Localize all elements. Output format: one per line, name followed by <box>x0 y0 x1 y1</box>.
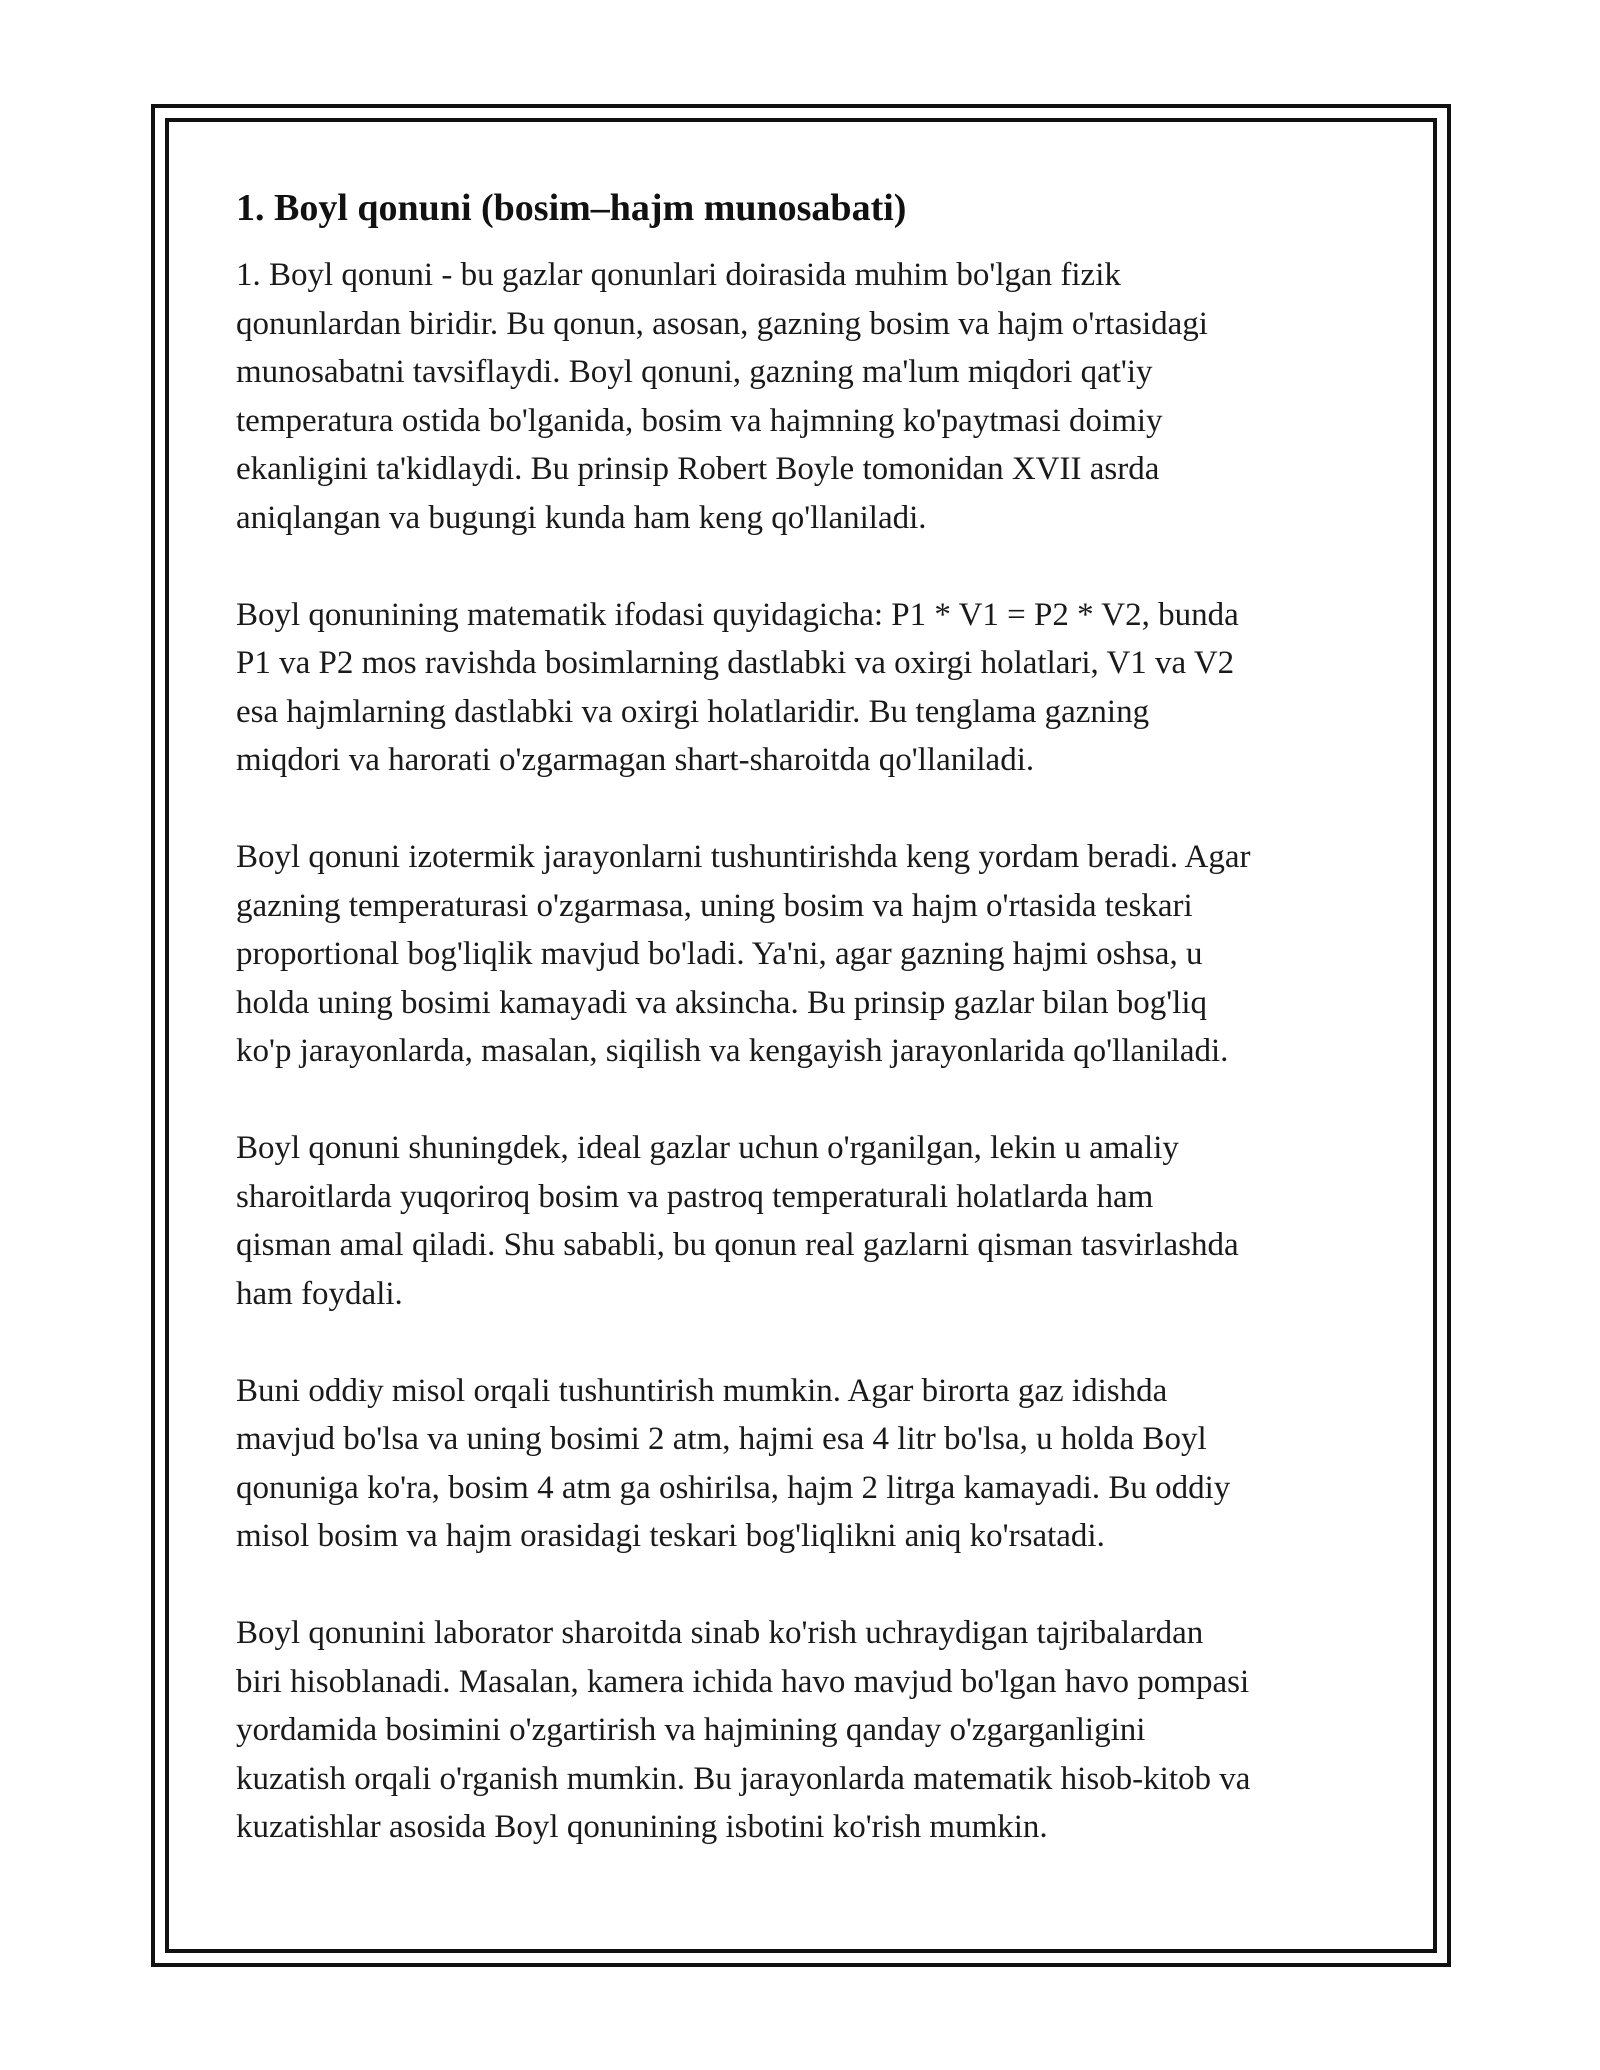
paragraph <box>236 1124 1376 1318</box>
text-line: qonunlardan biridir. Bu qonun, asosan, gazning bosim va hajm o'rtasidagi <box>236 305 1208 342</box>
text-line: Boyl qonunini laborator sharoitda sinab ko'rish uchraydigan tajribalardan <box>236 1615 1204 1651</box>
text-line: biri hisoblanadi. Masalan, kamera ichida havo mavjud bo'lgan havo pompasi <box>236 1663 1250 1700</box>
text-line: gazning temperaturasi o'zgarmasa, uning bosim va hajm o'rtasida teskari <box>236 887 1193 924</box>
text-line: 1. Boyl qonuni - bu gazlar qonunlari doirasida muhim bo'lgan fizik <box>236 257 1121 293</box>
text-line: ko'p jarayonlarda, masalan, siqilish va kengayish jarayonlarida qo'llaniladi. <box>236 1033 1229 1069</box>
paragraph <box>236 591 1376 785</box>
paragraph <box>236 1367 1376 1561</box>
text-line: P1 va P2 mos ravishda bosimlarning dastlabki va oxirgi holatlari, V1 va V2 <box>236 645 1235 681</box>
page-border-outer <box>151 104 1451 1967</box>
text-line: temperatura ostida bo'lganida, bosim va hajmning ko'paytmasi doimiy <box>236 402 1163 439</box>
text-line: qisman amal qiladi. Shu sababli, bu qonun real gazlarni qisman tasvirlashda <box>236 1227 1239 1263</box>
text-line: sharoitlarda yuqoriroq bosim va pastroq temperaturali holatlarda ham <box>236 1178 1154 1215</box>
paragraphs-container <box>236 251 1376 1852</box>
section-heading: 1. Boyl qonuni (bosim–hajm munosabati) <box>236 187 907 229</box>
text-line: Boyl qonuni shuningdek, ideal gazlar uchun o'rganilgan, lekin u amaliy <box>236 1130 1179 1166</box>
text-line: munosabatni tavsiflaydi. Boyl qonuni, gazning ma'lum miqdori qat'iy <box>236 354 1153 390</box>
text-line: Boyl qonuni izotermik jarayonlarni tushuntirishda keng yordam beradi. Agar <box>236 839 1251 875</box>
text-line: ham foydali. <box>236 1275 403 1312</box>
paragraph <box>236 833 1376 1076</box>
text-line: esa hajmlarning dastlabki va oxirgi holatlaridir. Bu tenglama gazning <box>236 693 1150 730</box>
text-line: miqdori va harorati o'zgarmagan shart-sharoitda qo'llaniladi. <box>236 742 1035 778</box>
text-line: aniqlangan va bugungi kunda ham keng qo'llaniladi. <box>236 499 927 536</box>
text-line: misol bosim va hajm orasidagi teskari bog'liqlikni aniq ko'rsatadi. <box>236 1518 1105 1554</box>
text-line: mavjud bo'lsa va uning bosimi 2 atm, hajmi esa 4 litr bo'lsa, u holda Boyl <box>236 1421 1207 1457</box>
text-line: Boyl qonunining matematik ifodasi quyidagicha: P1 * V1 = P2 * V2, bunda <box>236 596 1239 633</box>
text-line: ekanligini ta'kidlaydi. Bu prinsip Robert Boyle tomonidan XVII asrda <box>236 451 1160 487</box>
text-line: yordamida bosimini o'zgartirish va hajmining qanday o'zgarganligini <box>236 1712 1146 1748</box>
document-body <box>236 184 1376 1900</box>
text-line: kuzatish orqali o'rganish mumkin. Bu jarayonlarda matematik hisob-kitob va <box>236 1760 1251 1797</box>
text-line: proportional bog'liqlik mavjud bo'ladi. Ya'ni, agar gazning hajmi oshsa, u <box>236 936 1203 972</box>
paragraph <box>236 1609 1376 1852</box>
text-line: Buni oddiy misol orqali tushuntirish mumkin. Agar birorta gaz idishda <box>236 1372 1168 1409</box>
text-line: qonuniga ko'ra, bosim 4 atm ga oshirilsa, hajm 2 litrga kamayadi. Bu oddiy <box>236 1469 1231 1506</box>
paragraph <box>236 251 1376 542</box>
text-line: holda uning bosimi kamayadi va aksincha. Bu prinsip gazlar bilan bog'liq <box>236 984 1208 1021</box>
text-line: kuzatishlar asosida Boyl qonunining isbotini ko'rish mumkin. <box>236 1809 1048 1845</box>
